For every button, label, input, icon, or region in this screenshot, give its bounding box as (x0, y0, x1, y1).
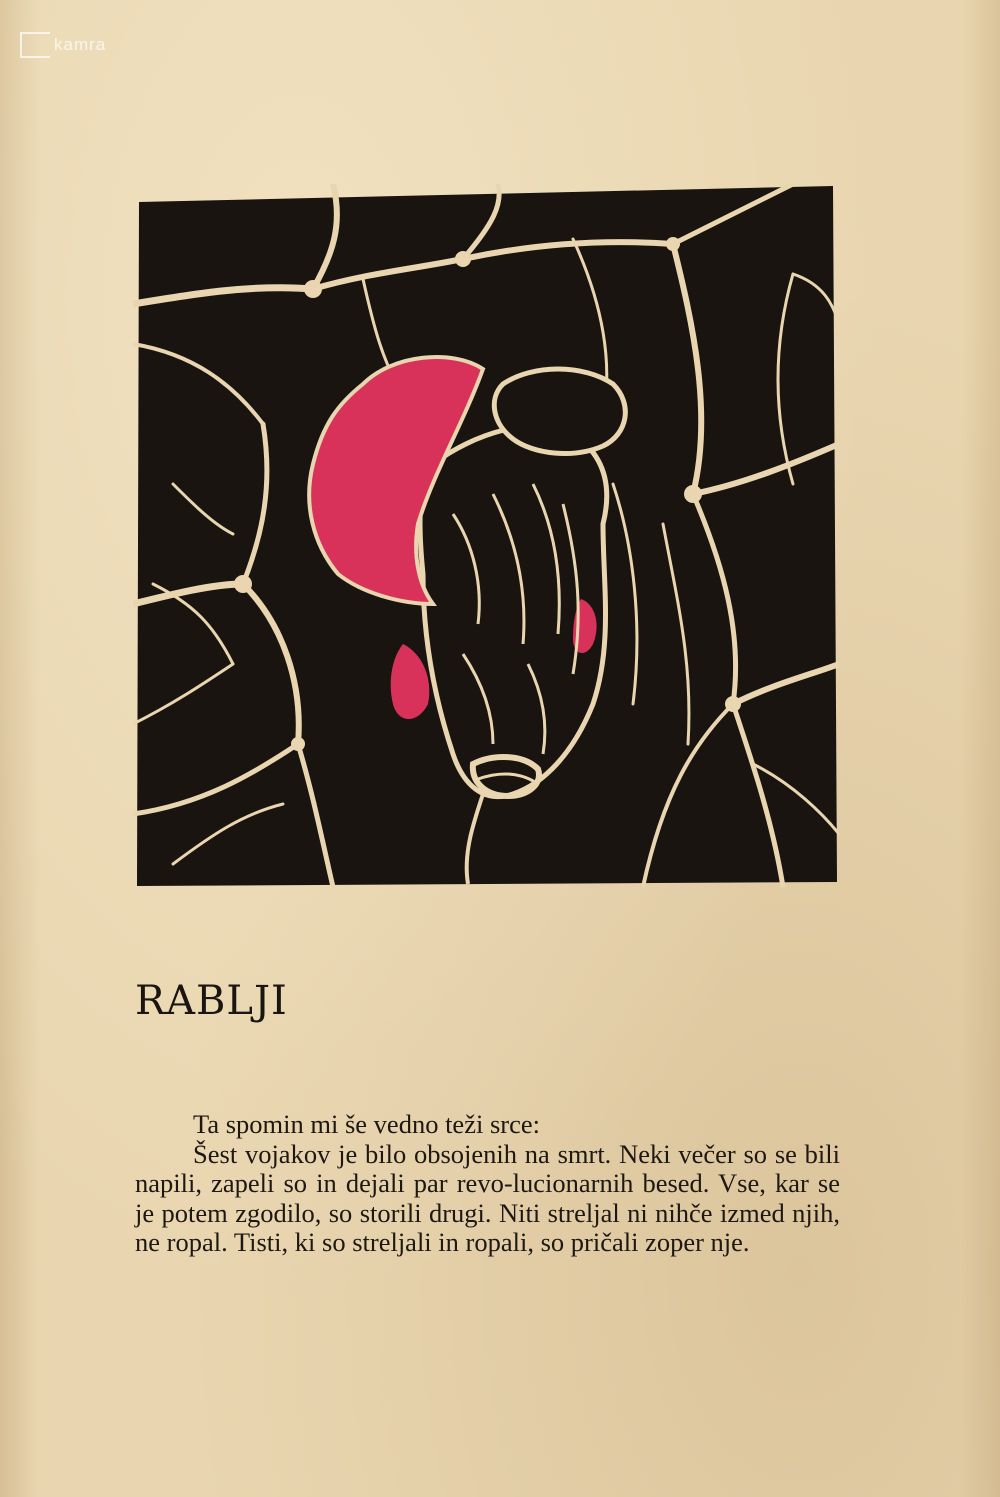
woodcut-figure-head (494, 369, 625, 453)
watermark (20, 32, 106, 58)
watermark-logo-icon (20, 32, 50, 58)
woodcut-bound-figure-icon (133, 184, 839, 887)
watermark-text: kamra (54, 35, 107, 54)
chapter-title: RABLJI (135, 978, 288, 1024)
paragraph-1: Ta spomin mi še vedno teži srce: (193, 1109, 540, 1139)
woodcut-illustration (133, 184, 839, 887)
article-body (135, 1110, 840, 1258)
paragraph-2: Šest vojakov je bilo obsojenih na smrt. Neki večer so se bili napili, zapeli so in dejali par revo‑lucionarnih besed. Vse, kar se je potem zgodilo, so storili drugi. Niti streljal ni nihče izmed njih, ne ropal. Tisti, ki so streljali in ropali, so pričali zoper nje. (135, 1138, 840, 1257)
